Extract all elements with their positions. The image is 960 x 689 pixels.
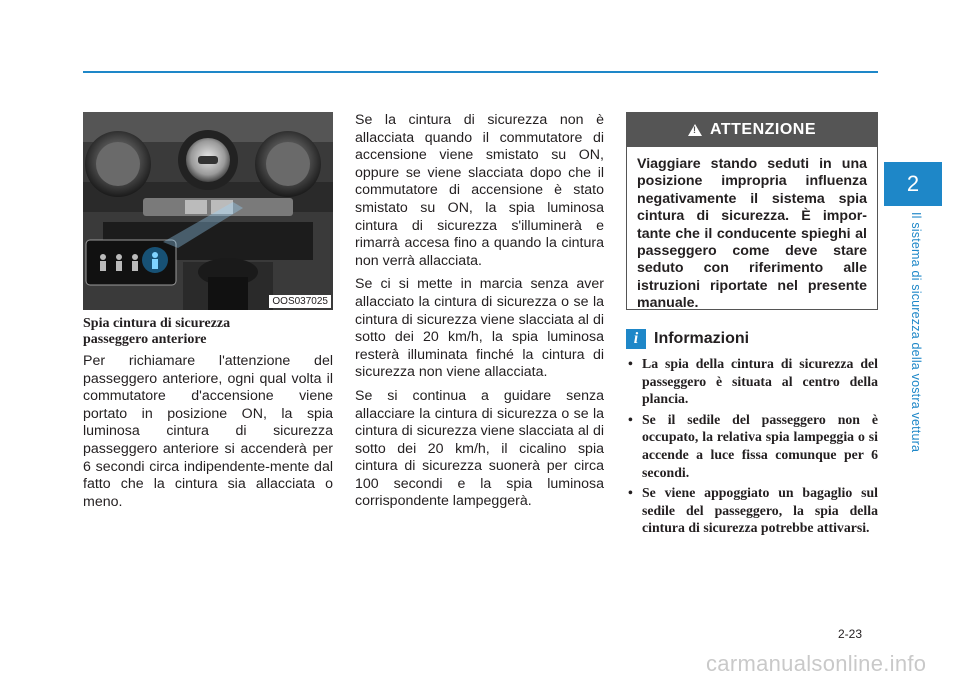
warning-text: Viaggiare stando seduti in una posizione impropria influenza negativamente il sistema spia cintura di sicurezza. È impor-tante che il conducente spieghi al passeggero come deve stare seduto con riferimento alle istruzioni riportate nel presente manuale. xyxy=(637,156,867,312)
warning-triangle-icon xyxy=(688,124,702,136)
info-list-item: • Se il sedile del passeggero non è occupato, la relativa spia lampeggia o si accende a luce fissa comunque per 6 secondi. xyxy=(626,411,878,481)
figure-code: OOS037025 xyxy=(269,295,331,308)
warning-box xyxy=(626,112,878,310)
watermark: carmanualsonline.info xyxy=(706,651,927,676)
column2-paragraph-2: Se ci si mette in marcia senza aver allacciato la cintura di sicurezza o se la cintura di sicurezza viene slacciata al di sotto dei 20 km/h, la spia luminosa resterà illuminata finché la cintura di sicurezza non viene allacciata. xyxy=(355,276,604,381)
info-icon: i xyxy=(626,329,646,349)
dashboard-illustration xyxy=(83,112,333,310)
column2-paragraph-3: Se si continua a guidare senza allacciare la cintura di sicurezza o se la cintura di sicurezza viene slacciata al di sotto dei 20 km/h, il cicalino spia cintura di sicurezza suonerà per circa 100 secondi e la spia luminosa corrispondente lampeggerà. xyxy=(355,387,604,510)
caption-line-1: Spia cintura di sicurezza xyxy=(83,316,231,331)
info-list-item: • Se viene appoggiato un bagaglio sul sedile del passeggero, la spia della cintura di sicurezza potrebbe attivarsi. xyxy=(626,484,878,537)
info-header xyxy=(626,329,749,349)
warning-title: ATTENZIONE xyxy=(709,121,817,138)
page-number: 2-23 xyxy=(838,627,863,641)
info-list-item: • La spia della cintura di sicurezza del passeggero è situata al centro della plancia. xyxy=(626,355,878,408)
dashboard-photo xyxy=(83,112,333,310)
info-title: Informazioni xyxy=(654,330,750,347)
top-rule xyxy=(83,71,878,73)
chapter-number-tab: 2 xyxy=(884,162,942,206)
column2-paragraph-1: Se la cintura di sicurezza non è allacciata quando il commutatore di accensione viene smistato su ON, oppure se viene slacciata dopo che il commutatore di accensione è stato smistato su ON, la spia luminosa cintura di sicurezza s'illuminerà e rimarrà accesa fino a quando la cintura non verrà allacciata. xyxy=(355,112,604,269)
warning-header xyxy=(627,113,877,147)
chapter-title: Il sistema di sicurezza della vostra vettura xyxy=(909,212,923,453)
column1-paragraph: Per richiamare l'attenzione del passeggero anteriore, ogni qual volta il commutatore d'accensione viene portato in posizione ON, la spia luminosa cintura di sicurezza passeggero anteriore si accenderà per 6 secondi circa indipendente-mente dal fatto che la cintura sia allacciata o meno. xyxy=(83,353,333,510)
column2 xyxy=(355,112,604,517)
caption-line-2: passeggero anteriore xyxy=(83,332,207,347)
info-list xyxy=(626,355,878,540)
figure-caption xyxy=(83,316,333,348)
